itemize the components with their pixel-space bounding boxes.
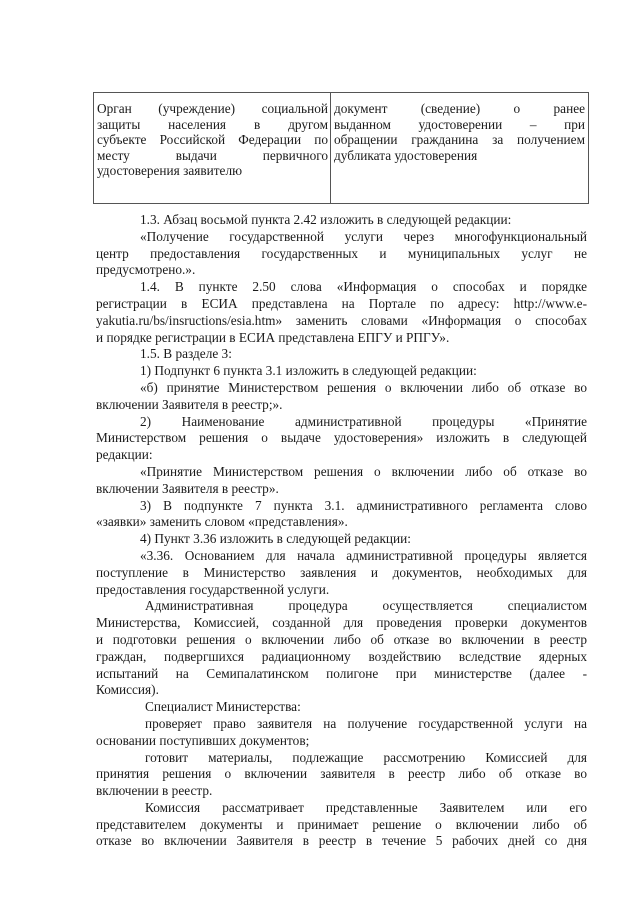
table-cell-document: [331, 93, 588, 203]
document-body: [96, 212, 587, 850]
table-text-line: субъекте Российской Федерации по: [97, 132, 328, 148]
table-text-line: выданном удостоверении – при: [334, 116, 585, 132]
text-line: «б) принятие Министерством решения о включении либо об отказе во: [140, 379, 587, 395]
text-line: центр предоставления государственных и муниципальных услуг не: [96, 245, 587, 261]
table-cell-authority: [94, 93, 331, 203]
text-line: и подготовки решения о включении либо об отказе во включении в реестр: [96, 631, 587, 647]
table-fragment: [93, 92, 589, 204]
text-line: основании поступивших документов;: [96, 732, 310, 748]
table-text-line: Орган (учреждение) социальной: [97, 101, 328, 116]
table-text-line: удостоверения заявителю: [97, 163, 243, 179]
text-line: 1.5. В разделе 3:: [140, 346, 232, 362]
table-text-line: месту выдачи первичного: [97, 147, 328, 163]
text-line: испытаний на Семипалатинском полигоне при министерстве (далее -: [96, 665, 587, 681]
text-line: проверяет право заявителя на получение государственной услуги на: [145, 715, 587, 731]
text-line: и порядке регистрации в ЕСИА представлена ЕПГУ и РПГУ».: [96, 329, 450, 345]
text-line: принятия решения о включении заявителя в реестр либо об отказе во: [96, 766, 587, 782]
text-line: Комиссия).: [96, 682, 159, 698]
text-line: редакции:: [96, 447, 153, 463]
text-line: Специалист Министерства:: [145, 699, 301, 715]
table-text-line: документ (сведение) о ранее: [334, 101, 585, 116]
table-text-line: защиты населения в другом: [97, 116, 328, 132]
text-line: регистрации в ЕСИА представлена на Портале по адресу: http://www.e-: [96, 295, 587, 311]
text-line: «Получение государственной услуги через многофункциональный: [140, 228, 587, 244]
text-line: «заявки» заменить словом «представления».: [96, 514, 348, 530]
text-line: предусмотрено.».: [96, 262, 196, 278]
text-line: представителем документы и принимает решение о включении либо об: [96, 816, 587, 832]
text-line: «3.36. Основанием для начала административной процедуры является: [140, 547, 587, 563]
text-line: отказе во включении Заявителя в реестр в течение 5 рабочих дней со дня: [96, 833, 587, 849]
text-line: «Принятие Министерством решения о включении либо об отказе во: [140, 463, 587, 479]
table-text-line: дубликата удостоверения: [334, 147, 478, 163]
table-text-line: обращении гражданина за получением: [334, 132, 585, 148]
text-line: включении Заявителя в реестр».: [96, 480, 279, 496]
text-line: yakutia.ru/bs/insructions/esia.htm» заменить словами «Информация о способах: [96, 312, 587, 328]
text-line: включении в реестр.: [96, 783, 213, 799]
text-line: 4) Пункт 3.36 изложить в следующей редакции:: [140, 531, 411, 547]
text-line: граждан, подвергшихся радиационному воздействию вследствие ядерных: [96, 648, 587, 664]
text-line: 1.3. Абзац восьмой пункта 2.42 изложить в следующей редакции:: [140, 212, 512, 227]
text-line: 1) Подпункт 6 пункта 3.1 изложить в следующей редакции:: [140, 363, 477, 379]
text-line: 1.4. В пункте 2.50 слова «Информация о способах и порядке: [140, 279, 587, 295]
text-line: включении Заявителя в реестр;».: [96, 396, 283, 412]
text-line: 3) В подпункте 7 пункта 3.1. административного регламента слово: [140, 497, 587, 513]
text-line: 2) Наименование административной процедуры «Принятие: [140, 413, 587, 429]
text-line: готовит материалы, подлежащие рассмотрению Комиссией для: [145, 749, 587, 765]
text-line: поступление в Министерство заявления и документов, необходимых для: [96, 564, 587, 580]
text-line: Комиссия рассматривает представленные Заявителем или его: [145, 799, 587, 815]
text-line: Министерства, Комиссией, созданной для проведения проверки документов: [96, 615, 587, 631]
text-line: Административная процедура осуществляется специалистом: [145, 598, 587, 614]
text-line: предоставления государственной услуги.: [96, 581, 330, 597]
text-line: Министерством решения о выдаче удостоверения» изложить в следующей: [96, 430, 587, 446]
